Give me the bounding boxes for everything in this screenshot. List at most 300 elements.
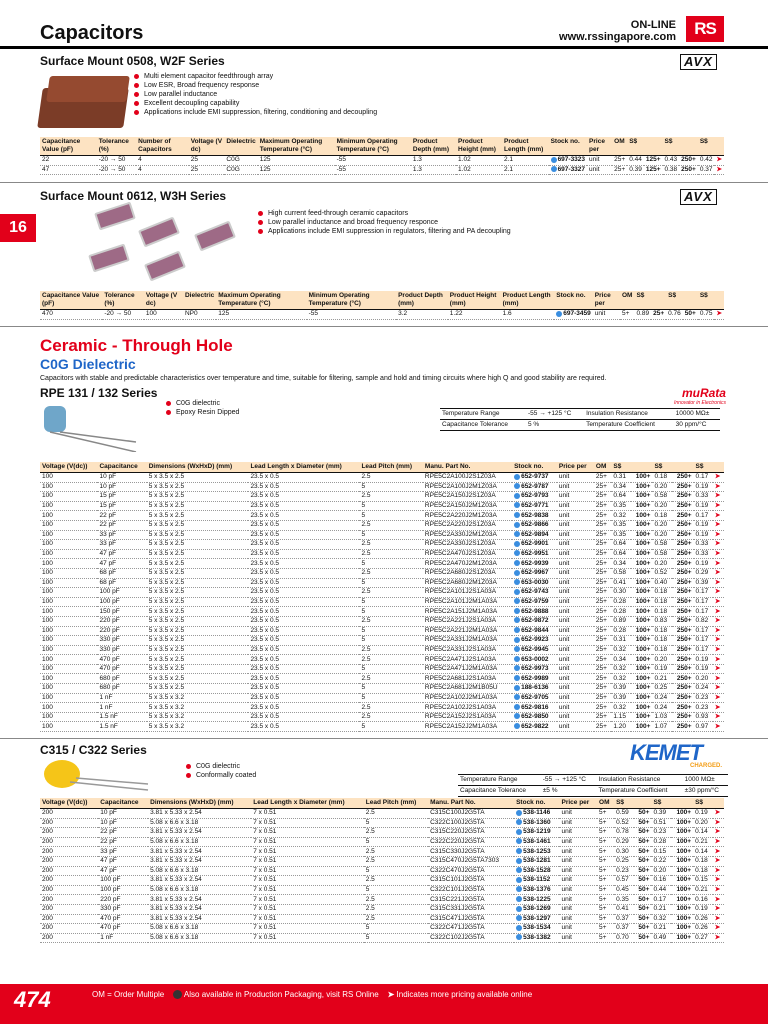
- more-pricing-arrow-icon[interactable]: ➤: [714, 482, 721, 490]
- table-cell: 23.5 x 0.5: [250, 540, 279, 548]
- table-cell: 100+: [676, 934, 692, 942]
- table-cell: unit: [561, 866, 572, 874]
- table-cell: 100+: [635, 578, 651, 586]
- table-cell: 0.19: [695, 655, 709, 663]
- table-cell: 2.5: [361, 588, 371, 596]
- table-cell: 0.32: [653, 914, 667, 922]
- table-cell: 100+: [635, 636, 651, 644]
- column-header: Voltage (V(dc)): [42, 799, 88, 806]
- table-cell: RPE5C2A101J2M1A03A: [424, 598, 498, 606]
- table-cell[interactable]: 653-0030: [512, 578, 557, 588]
- table-cell: 23.5 x 0.5: [250, 559, 279, 567]
- more-pricing-arrow-icon[interactable]: ➤: [714, 502, 721, 510]
- more-pricing-arrow-icon[interactable]: ➤: [714, 665, 721, 673]
- table-cell: 68 pF: [99, 569, 117, 577]
- more-pricing-arrow-icon[interactable]: ➤: [714, 617, 721, 625]
- more-pricing-arrow-icon[interactable]: ➤: [714, 722, 721, 730]
- production-icon: [514, 550, 520, 556]
- table-cell: 0.30: [613, 588, 627, 596]
- more-pricing-arrow-icon[interactable]: ➤: [714, 924, 721, 932]
- website-link[interactable]: www.rssingapore.com: [559, 31, 676, 43]
- table-cell: 0.39: [613, 684, 627, 692]
- table-cell: 0.44: [653, 886, 667, 894]
- table-cell[interactable]: 538-1253: [514, 847, 559, 857]
- more-pricing-arrow-icon[interactable]: ➤: [714, 540, 721, 548]
- table-cell: 100: [42, 530, 53, 538]
- table-cell: 3.81 x 5.33 x 2.54: [150, 905, 202, 913]
- more-pricing-arrow-icon[interactable]: ➤: [714, 550, 721, 558]
- table-cell: 0.58: [654, 550, 668, 558]
- table-cell: 1.20: [613, 722, 627, 730]
- column-header: S$: [613, 463, 622, 470]
- table-cell: 100 pF: [100, 876, 121, 884]
- table-cell: 0.15: [695, 876, 708, 884]
- table-cell: 5 x 3.5 x 3.2: [148, 713, 185, 721]
- table-cell: 25+: [595, 540, 607, 548]
- table-cell: 0.21: [654, 674, 668, 682]
- table-cell: 125: [259, 165, 271, 173]
- table-cell: 3.81 x 5.33 x 2.54: [150, 828, 202, 836]
- bullet-item: C0G dielectric: [186, 762, 256, 771]
- table-cell: 10 pF: [100, 818, 117, 826]
- more-pricing-arrow-icon[interactable]: ➤: [714, 598, 721, 606]
- more-pricing-arrow-icon[interactable]: ➤: [714, 636, 721, 644]
- table-row: [40, 914, 724, 924]
- table-cell: 25+: [595, 722, 607, 730]
- table-cell[interactable]: 653-0002: [512, 655, 557, 665]
- table-cell: 7 x 0.51: [253, 905, 277, 913]
- table-cell: 7 x 0.51: [253, 924, 277, 932]
- more-pricing-arrow-icon[interactable]: ➤: [714, 809, 721, 817]
- more-pricing-arrow-icon[interactable]: ➤: [714, 569, 721, 577]
- production-icon: [514, 483, 520, 489]
- table-cell: 23.5 x 0.5: [250, 665, 279, 673]
- table-cell: 5: [365, 838, 370, 846]
- more-pricing-arrow-icon[interactable]: ➤: [714, 866, 721, 874]
- header-rule: [0, 46, 768, 49]
- more-pricing-arrow-icon[interactable]: ➤: [716, 156, 722, 164]
- table-cell: 5: [361, 502, 366, 510]
- more-pricing-arrow-icon[interactable]: ➤: [714, 473, 721, 481]
- table-cell: 5+: [599, 828, 607, 836]
- more-pricing-arrow-icon[interactable]: ➤: [714, 645, 721, 653]
- table-row: [40, 492, 724, 502]
- table-cell: 100+: [635, 492, 651, 500]
- table-cell: 100: [42, 636, 53, 644]
- column-header: OM: [614, 138, 625, 145]
- table-cell: unit: [561, 847, 572, 855]
- table-cell[interactable]: 538-1225: [514, 895, 559, 905]
- table-cell: 220 pF: [100, 895, 121, 903]
- table-cell: 0.14: [695, 828, 708, 836]
- table-cell: 1.02: [458, 156, 471, 164]
- table-cell: 100: [42, 578, 53, 586]
- more-pricing-arrow-icon[interactable]: ➤: [714, 847, 721, 855]
- table-cell: 0.33: [695, 540, 709, 548]
- table-cell: 5+: [599, 914, 607, 922]
- table-row: [40, 549, 724, 559]
- table-cell[interactable]: 652-9951: [512, 549, 557, 559]
- table-cell: 5+: [599, 905, 607, 913]
- table-cell: 7 x 0.51: [253, 818, 277, 826]
- table-cell[interactable]: 188-6136: [512, 684, 557, 694]
- table-cell: C322C470J2G5TA: [430, 866, 485, 874]
- table-cell[interactable]: 652-9838: [512, 511, 557, 521]
- production-icon: [514, 512, 520, 518]
- column-header: S$: [629, 138, 638, 145]
- table-cell: 250+: [681, 156, 696, 164]
- table-cell[interactable]: 538-1382: [514, 933, 559, 943]
- table-cell: 0.23: [695, 693, 709, 701]
- table-cell: 5 x 3.5 x 2.5: [148, 502, 185, 510]
- column-header: Price per: [561, 799, 590, 806]
- section-title-w2f: Surface Mount 0508, W2F Series: [40, 54, 225, 68]
- table-cell[interactable]: 652-9743: [512, 588, 557, 598]
- more-pricing-arrow-icon[interactable]: ➤: [714, 876, 721, 884]
- more-pricing-arrow-icon[interactable]: ➤: [714, 511, 721, 519]
- table-cell[interactable]: 652-9973: [512, 664, 557, 674]
- table-cell[interactable]: 538-1528: [514, 866, 559, 876]
- spec-cell: -55 → +125 °C: [542, 776, 586, 783]
- table-cell: 3.2: [398, 310, 408, 318]
- table-cell: 0.25: [616, 857, 629, 865]
- more-pricing-arrow-icon[interactable]: ➤: [714, 693, 721, 701]
- production-icon: [514, 608, 520, 614]
- column-header: Dimensions (WxHxD) (mm): [150, 799, 234, 806]
- table-cell[interactable]: 538-1269: [514, 904, 559, 914]
- spec-cell: Capacitance Tolerance: [460, 787, 527, 794]
- table-cell[interactable]: 538-1534: [514, 924, 559, 934]
- more-pricing-arrow-icon[interactable]: ➤: [714, 626, 721, 634]
- table-cell: 100+: [676, 828, 692, 836]
- table-cell[interactable]: 538-1146: [514, 809, 559, 819]
- production-icon: [514, 531, 520, 537]
- table-cell: 0.39: [695, 578, 709, 586]
- table-cell[interactable]: 697-3323: [549, 156, 587, 166]
- table-cell: 0.24: [695, 684, 709, 692]
- table-cell: 25+: [595, 703, 607, 711]
- table-cell: RPE5C2A220J2S1Z03A: [424, 521, 496, 529]
- online-label: ON-LINE: [630, 19, 676, 31]
- column-header: S$: [654, 463, 663, 470]
- column-header: Voltage (V(dc)): [42, 463, 88, 470]
- table-cell: 100: [42, 645, 53, 653]
- series-title-c315: C315 / C322 Series: [40, 743, 147, 757]
- table-cell: 100+: [676, 905, 692, 913]
- production-icon: [514, 656, 520, 662]
- table-cell: 5 x 3.5 x 2.5: [148, 482, 185, 490]
- table-cell: 100: [42, 511, 53, 519]
- table-cell: 0.17: [695, 607, 709, 615]
- table-cell: 47 pF: [100, 857, 117, 865]
- table-cell: 5: [365, 934, 370, 942]
- more-pricing-arrow-icon[interactable]: ➤: [714, 895, 721, 903]
- table-cell[interactable]: 697-3459: [554, 310, 592, 320]
- table-cell: C0G: [226, 156, 240, 164]
- divider: [0, 182, 768, 183]
- table-cell[interactable]: 652-9787: [512, 482, 557, 492]
- bullet-item: C0G dielectric: [166, 399, 239, 408]
- more-pricing-arrow-icon[interactable]: ➤: [714, 530, 721, 538]
- table-cell: -20 → 50: [98, 156, 126, 164]
- table-cell: 250+: [676, 617, 692, 625]
- spec-cell: Temperature Coefficient: [586, 421, 655, 428]
- table-cell: 5 x 3.5 x 2.5: [148, 492, 185, 500]
- table-row: [40, 828, 724, 838]
- table-cell: 250+: [676, 722, 692, 730]
- table-cell: 5 x 3.5 x 2.5: [148, 540, 185, 548]
- table-cell: 0.42: [699, 156, 713, 164]
- table-cell: 7 x 0.51: [253, 857, 277, 865]
- more-pricing-arrow-icon[interactable]: ➤: [714, 886, 721, 894]
- series-title-rpe: RPE 131 / 132 Series: [40, 386, 158, 400]
- table-cell[interactable]: 538-1376: [514, 885, 559, 895]
- more-pricing-arrow-icon[interactable]: ➤: [714, 588, 721, 596]
- table-cell: RPE5C2A680J2S1Z03A: [424, 569, 496, 577]
- table-cell: 100+: [676, 809, 692, 817]
- more-pricing-arrow-icon[interactable]: ➤: [714, 914, 721, 922]
- more-pricing-arrow-icon[interactable]: ➤: [714, 857, 721, 865]
- column-header: Tolerance (%): [104, 292, 135, 307]
- table-cell[interactable]: 652-9989: [512, 674, 557, 684]
- table-cell: unit: [558, 674, 570, 682]
- table-cell: 3.81 x 5.33 x 2.54: [150, 914, 202, 922]
- table-cell: 5+: [599, 886, 607, 894]
- table-cell[interactable]: 538-1461: [514, 837, 559, 847]
- table-cell: 5 x 3.5 x 2.5: [148, 626, 185, 634]
- table-cell: 5.08 x 6.6 x 3.18: [150, 886, 199, 894]
- more-pricing-arrow-icon[interactable]: ➤: [714, 521, 721, 529]
- table-cell: 0.44: [629, 156, 642, 164]
- more-pricing-arrow-icon[interactable]: ➤: [714, 492, 721, 500]
- table-cell: 100: [42, 693, 53, 701]
- table-cell[interactable]: 652-9901: [512, 540, 557, 550]
- table-row: [40, 904, 724, 914]
- table-cell: 25: [190, 156, 198, 164]
- table-cell: 5+: [599, 809, 607, 817]
- table-cell[interactable]: 652-9822: [512, 722, 557, 732]
- table-cell: 5 x 3.5 x 3.2: [148, 722, 185, 730]
- more-pricing-arrow-icon[interactable]: ➤: [714, 934, 721, 942]
- bullet-item: Conformally coated: [186, 771, 256, 780]
- column-header: S$: [616, 799, 625, 806]
- table-cell: 0.31: [613, 636, 627, 644]
- more-pricing-arrow-icon[interactable]: ➤: [714, 674, 721, 682]
- table-cell: 100+: [676, 866, 692, 874]
- rpe-spec-box: [440, 408, 720, 431]
- table-cell: 100+: [676, 876, 692, 884]
- table-cell: 0.23: [616, 866, 629, 874]
- table-cell: 0.18: [654, 473, 668, 481]
- table-cell: 5: [361, 578, 366, 586]
- table-cell: 100: [42, 607, 53, 615]
- table-cell: 100+: [676, 857, 692, 865]
- table-cell: 2.5: [361, 617, 371, 625]
- table-cell: 1.07: [654, 722, 668, 730]
- table-cell: unit: [558, 550, 570, 558]
- more-pricing-arrow-icon[interactable]: ➤: [714, 905, 721, 913]
- table-cell: 100+: [635, 693, 651, 701]
- table-row: [40, 684, 724, 694]
- table-cell: RPE5C2A150J2S1Z03A: [424, 492, 496, 500]
- table-cell: 0.39: [629, 165, 642, 173]
- spec-cell: Insulation Resistance: [586, 410, 648, 417]
- table-cell[interactable]: 652-9850: [512, 712, 557, 722]
- table-cell: 200: [42, 934, 53, 942]
- table-cell: 0.18: [654, 626, 668, 634]
- table-cell: unit: [558, 665, 570, 673]
- table-cell: 200: [42, 818, 53, 826]
- table-cell: 5: [365, 866, 370, 874]
- table-cell[interactable]: 652-9737: [512, 473, 557, 483]
- table-cell: 200: [42, 876, 53, 884]
- table-cell: 100+: [635, 703, 651, 711]
- table-cell: 0.17: [695, 511, 709, 519]
- table-cell[interactable]: 652-9793: [512, 492, 557, 502]
- table-cell[interactable]: 652-9967: [512, 568, 557, 578]
- more-pricing-arrow-icon[interactable]: ➤: [716, 310, 722, 318]
- more-pricing-arrow-icon[interactable]: ➤: [714, 607, 721, 615]
- table-cell: 15 pF: [99, 502, 117, 510]
- table-cell: 100+: [635, 530, 651, 538]
- table-cell: C322C100J2G5TA: [430, 818, 485, 826]
- table-cell: 0.39: [653, 809, 667, 817]
- production-icon: [516, 867, 522, 873]
- table-cell[interactable]: 652-9872: [512, 616, 557, 626]
- production-note: Also available in Production Packaging, visit RS Online: [183, 990, 379, 999]
- more-pricing-arrow-icon[interactable]: ➤: [714, 703, 721, 711]
- table-cell: unit: [558, 569, 570, 577]
- table-cell: 25+: [595, 617, 607, 625]
- more-pricing-arrow-icon[interactable]: ➤: [714, 655, 721, 663]
- table-cell: 5: [361, 482, 366, 490]
- table-cell: 5 x 3.5 x 2.5: [148, 655, 185, 663]
- table-row: [40, 876, 724, 886]
- table-cell: unit: [561, 857, 572, 865]
- table-row: [40, 530, 724, 540]
- table-cell[interactable]: 652-9866: [512, 520, 557, 530]
- column-header: [683, 291, 698, 310]
- table-row: [40, 310, 724, 320]
- table-cell: 100+: [635, 482, 651, 490]
- table-cell[interactable]: 652-9844: [512, 626, 557, 636]
- table-cell: 0.17: [695, 473, 709, 481]
- table-cell: RPE5C2A470J2S1Z03A: [424, 550, 496, 558]
- column-header: [651, 291, 666, 310]
- table-cell: 23.5 x 0.5: [250, 598, 279, 606]
- table-cell: 0.37: [616, 924, 629, 932]
- production-icon: [516, 848, 522, 854]
- table-cell: 50+: [638, 866, 650, 874]
- more-pricing-arrow-icon[interactable]: ➤: [716, 165, 722, 173]
- table-cell: 25+: [595, 598, 607, 606]
- table-row: [40, 837, 724, 847]
- table-cell: unit: [558, 626, 570, 634]
- column-header: Stock no.: [516, 799, 546, 806]
- column-header: Manu. Part No.: [430, 799, 476, 806]
- more-pricing-arrow-icon[interactable]: ➤: [714, 559, 721, 567]
- table-row: [40, 703, 724, 713]
- table-cell: 25+: [595, 626, 607, 634]
- table-cell[interactable]: 538-1281: [514, 856, 559, 866]
- more-pricing-arrow-icon[interactable]: ➤: [714, 818, 721, 826]
- table-cell[interactable]: 538-1219: [514, 828, 559, 838]
- table-cell: 0.21: [653, 905, 667, 913]
- table-cell: 5 x 3.5 x 3.2: [148, 703, 185, 711]
- table-cell: RPE5C2A152J2S1A03A: [424, 713, 497, 721]
- column-header: Lead Length x Diameter (mm): [253, 799, 345, 806]
- table-cell[interactable]: 652-9759: [512, 597, 557, 607]
- column-header: Price per: [558, 463, 587, 470]
- table-cell: 0.32: [613, 703, 627, 711]
- table-cell: 100+: [635, 473, 651, 481]
- table-cell: 100+: [635, 713, 651, 721]
- table-cell: 200: [42, 857, 53, 865]
- spec-cell: Temperature Coefficient: [598, 787, 668, 794]
- production-icon: [514, 522, 520, 528]
- spec-cell: Temperature Range: [460, 776, 518, 783]
- table-cell: 0.20: [653, 866, 667, 874]
- table-cell: unit: [558, 693, 570, 701]
- table-cell: 25+: [614, 165, 626, 173]
- table-cell: 23.5 x 0.5: [250, 482, 279, 490]
- table-cell: 5: [361, 511, 366, 519]
- table-cell[interactable]: 652-9939: [512, 559, 557, 569]
- table-cell: 0.23: [653, 828, 667, 836]
- table-cell: 7 x 0.51: [253, 876, 277, 884]
- table-cell[interactable]: 652-9894: [512, 530, 557, 540]
- table-cell: 150 pF: [99, 607, 120, 615]
- more-pricing-arrow-icon[interactable]: ➤: [714, 684, 721, 692]
- table-cell[interactable]: 652-9771: [512, 501, 557, 511]
- table-cell: 4: [138, 156, 142, 164]
- table-cell[interactable]: 652-9888: [512, 607, 557, 617]
- more-pricing-arrow-icon[interactable]: ➤: [714, 838, 721, 846]
- table-cell[interactable]: 538-1152: [514, 876, 559, 886]
- table-cell: 5: [361, 684, 366, 692]
- more-pricing-arrow-icon[interactable]: ➤: [714, 713, 721, 721]
- table-cell[interactable]: 538-1297: [514, 914, 559, 924]
- column-header: Dimensions (WxHxD) (mm): [148, 463, 233, 470]
- table-cell: RPE5C2A471J2M1A03A: [424, 665, 498, 673]
- table-cell[interactable]: 652-9705: [512, 693, 557, 703]
- table-cell[interactable]: 697-3327: [549, 165, 587, 175]
- table-cell: RPE5C2A152J2M1A03A: [424, 722, 498, 730]
- table-cell: 220 pF: [99, 617, 120, 625]
- rpe-capacitor-image: [40, 402, 140, 452]
- column-header: S$: [699, 138, 708, 145]
- table-cell: 50+: [638, 838, 650, 846]
- table-cell: 23.5 x 0.5: [250, 684, 279, 692]
- table-cell[interactable]: 538-1360: [514, 818, 559, 828]
- table-cell: unit: [558, 636, 570, 644]
- table-cell[interactable]: 652-9816: [512, 703, 557, 713]
- table-cell[interactable]: 652-9923: [512, 636, 557, 646]
- more-pricing-arrow-icon[interactable]: ➤: [714, 578, 721, 586]
- table-cell: 7 x 0.51: [253, 847, 277, 855]
- table-cell: 100+: [676, 838, 692, 846]
- more-pricing-arrow-icon[interactable]: ➤: [714, 828, 721, 836]
- bullet-item: Excellent decoupling capability: [134, 99, 377, 108]
- table-cell: 47: [42, 165, 50, 173]
- table-cell: C315C220J2G5TA: [430, 828, 485, 836]
- table-cell: 250+: [676, 482, 692, 490]
- table-cell: 100: [42, 521, 53, 529]
- table-cell: 0.18: [654, 645, 668, 653]
- table-cell[interactable]: 652-9945: [512, 645, 557, 655]
- table-cell: 25+: [595, 588, 607, 596]
- table-cell: 250+: [676, 626, 692, 634]
